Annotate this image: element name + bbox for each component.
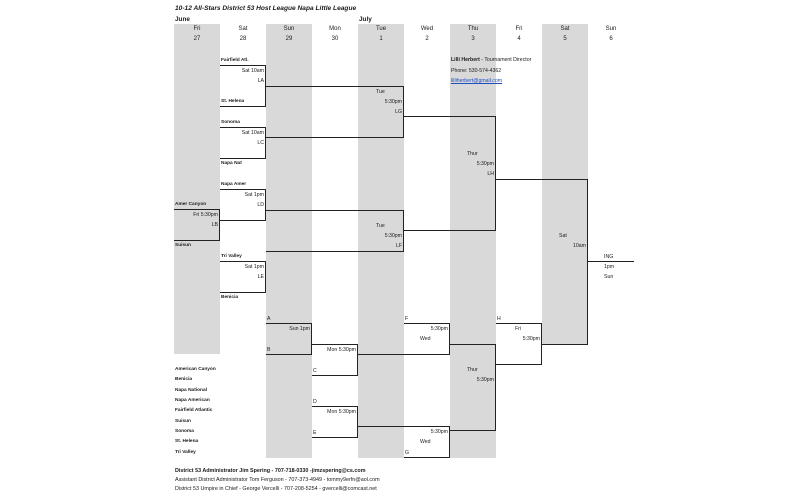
- day-header-dow: Mon: [329, 26, 341, 32]
- bracket-line: [220, 127, 266, 128]
- director-email-link[interactable]: lilliherbert@gmail.com: [451, 78, 503, 84]
- loser-slot-f: F: [405, 316, 409, 322]
- bracket-line: [266, 210, 404, 211]
- game-lb-code: LB: [211, 222, 218, 228]
- game-le-code: LE: [257, 274, 264, 280]
- game-ing-time: 1pm: [604, 264, 615, 270]
- loser-slot-c: C: [313, 368, 317, 374]
- game-lb-time: Fri 5:30pm: [193, 212, 218, 218]
- game-lh-code: LH: [487, 171, 494, 177]
- bracket-line: [266, 137, 404, 138]
- team-list-item: Benicia: [175, 377, 193, 382]
- bracket-line: [449, 323, 450, 355]
- game-ing-code: ING: [604, 254, 614, 260]
- bracket-line: [542, 344, 588, 345]
- bracket-line: [220, 189, 266, 190]
- day-header-date: 29: [285, 36, 293, 42]
- day-header-date: 30: [331, 36, 339, 42]
- bracket-line: [220, 106, 266, 107]
- bracket-line: [358, 426, 450, 427]
- team-benicia: Benicia: [221, 295, 239, 300]
- loser-slot-h: H: [497, 316, 501, 322]
- bracket-line: [220, 292, 266, 293]
- day-header-date: 4: [517, 36, 521, 42]
- loser-game-time: 5:30pm: [476, 377, 494, 383]
- bracket-line: [357, 344, 358, 376]
- loser-slot-a: A: [267, 316, 271, 322]
- bracket-line: [496, 179, 588, 180]
- day-header-date: 6: [609, 36, 613, 42]
- game-lc-time: Sat 10am: [241, 130, 264, 136]
- bracket-line: [450, 344, 496, 345]
- game-lg-code: LG: [395, 109, 402, 115]
- bracket-line: [403, 86, 404, 138]
- loser-game-time: Mon 5:30pm: [327, 409, 356, 415]
- footer-administrator: District 53 Administrator Jim Spering - 707-718-0330 -jimzspering@cs.com: [175, 468, 366, 474]
- bracket-line: [312, 375, 358, 376]
- bracket-line: [358, 354, 450, 355]
- day-header-dow: Wed: [420, 26, 434, 32]
- bracket-line: [404, 116, 496, 117]
- loser-game-time: Sun 1pm: [289, 326, 310, 332]
- day-header-date: 27: [193, 36, 201, 42]
- bracket-line: [404, 457, 450, 458]
- footer-assistant: Assistant District Administrator Tom Ferguson - 707-373-4949 - tommy9erfn@aol.com: [175, 477, 380, 483]
- bracket-line: [312, 406, 358, 407]
- game-ing-day: Sun: [604, 274, 614, 280]
- game-lf-code: LF: [395, 243, 402, 249]
- game-lh-time: 5:30pm: [476, 161, 494, 167]
- day-header-dow: Thu: [467, 26, 479, 32]
- team-st-helena: St. Helena: [221, 99, 245, 104]
- bracket-line: [219, 209, 220, 241]
- bracket-line: [220, 158, 266, 159]
- team-list-item: Suisun: [175, 419, 191, 424]
- bracket-line: [265, 127, 266, 159]
- game-lc-code: LC: [257, 140, 264, 146]
- team-napa-amer: Napa Amer: [221, 182, 247, 187]
- game-lf-day: Tue: [376, 223, 385, 229]
- loser-slot-d: D: [313, 399, 317, 405]
- game-le-time: Sat 1pm: [244, 264, 264, 270]
- team-fairfield: Fairfield Atl.: [221, 58, 249, 63]
- loser-game-time: 5:30pm: [430, 429, 448, 435]
- bracket-line: [495, 344, 496, 431]
- bracket-line: [220, 220, 266, 221]
- game-lf-time: 5:30pm: [384, 233, 402, 239]
- bracket-line: [220, 65, 266, 66]
- game-la-time: Sat 10am: [241, 68, 264, 74]
- director-name: Lilli Herbert: [451, 57, 480, 63]
- day-header-dow: Sat: [560, 26, 570, 32]
- loser-slot-b: B: [267, 347, 271, 353]
- page-title: 10-12 All-Stars District 53 Host League Napa Little League: [175, 5, 357, 12]
- loser-game-day: Wed: [420, 336, 431, 342]
- bracket-line: [220, 261, 266, 262]
- team-tri-valley: Tri Valley: [221, 254, 242, 259]
- bracket-line: [496, 323, 542, 324]
- loser-game-day: Wed: [420, 439, 431, 445]
- bracket-line: [404, 230, 496, 231]
- bracket-line: [495, 116, 496, 231]
- bracket-line: [357, 406, 358, 438]
- team-list-item: Napa American: [175, 398, 210, 403]
- game-final-time: 10am: [573, 243, 586, 249]
- bracket-line: [312, 437, 358, 438]
- day-header-date: 3: [471, 36, 475, 42]
- team-napa-nat: Napa Nat: [221, 161, 242, 166]
- bracket-line: [266, 251, 404, 252]
- bracket-line: [403, 210, 404, 252]
- team-list-item: Tri Valley: [175, 450, 196, 455]
- bracket-line: [174, 240, 220, 241]
- day-header-date: 2: [425, 36, 429, 42]
- team-list-item: Napa National: [175, 388, 207, 393]
- day-header-date: 5: [563, 36, 567, 42]
- game-lg-time: 5:30pm: [384, 99, 402, 105]
- month-june: June: [175, 16, 190, 23]
- loser-game-time: Mon 5:30pm: [327, 347, 356, 353]
- bracket-line: [404, 323, 450, 324]
- team-list-item: St. Helena: [175, 439, 199, 444]
- bracket-line: [174, 209, 220, 210]
- director-line: [451, 57, 531, 63]
- footer-umpire: District 53 Umpire in Chief - George Vercelli - 707-208-5254 - gvercelli@comcast.net: [175, 486, 377, 492]
- column-shade-sat: [542, 24, 588, 344]
- loser-game-day: Thur: [467, 367, 478, 373]
- team-amer-canyon: Amer Canyon: [175, 202, 207, 207]
- game-lh-day: Thur: [467, 151, 478, 157]
- loser-slot-e: E: [313, 430, 317, 436]
- team-list-item: American Canyon: [175, 367, 216, 372]
- loser-slot-g: G: [405, 450, 410, 456]
- game-ld-time: Sat 1pm: [244, 192, 264, 198]
- day-header-dow: Fri: [193, 26, 201, 32]
- bracket-line: [312, 344, 358, 345]
- day-header-dow: Sun: [605, 26, 617, 32]
- team-suisun: Suisun: [175, 243, 191, 248]
- bracket-line: [588, 261, 634, 262]
- loser-game-day: Fri: [515, 326, 522, 332]
- bracket-line: [496, 364, 542, 365]
- bracket-line: [266, 86, 404, 87]
- column-shade-thu: [450, 24, 496, 458]
- director-phone: Phone: 530-574-4362: [451, 68, 502, 74]
- game-la-code: LA: [257, 78, 264, 84]
- day-header-dow: Fri: [515, 26, 523, 32]
- loser-game-time: 5:30pm: [522, 336, 540, 342]
- day-header-dow: Sat: [238, 26, 248, 32]
- bracket-line: [266, 323, 312, 324]
- game-final-day: Sat: [559, 233, 567, 239]
- game-lg-day: Tue: [376, 89, 385, 95]
- bracket-line: [266, 354, 312, 355]
- team-sonoma: Sonoma: [221, 120, 240, 125]
- game-ld-code: LD: [257, 202, 264, 208]
- bracket-line: [265, 189, 266, 221]
- column-shade-fri: [174, 24, 220, 354]
- month-july: July: [359, 16, 372, 23]
- day-header-date: 1: [379, 36, 383, 42]
- team-list-item: Sonoma: [175, 429, 194, 434]
- director-role: - Tournament Director: [479, 57, 532, 63]
- bracket-line: [265, 261, 266, 293]
- day-header-dow: Sun: [283, 26, 295, 32]
- bracket-line: [587, 179, 588, 345]
- team-list-item: Fairfield Atlantic: [175, 408, 213, 413]
- loser-game-time: 5:30pm: [430, 326, 448, 332]
- day-header-dow: Tue: [375, 26, 387, 32]
- column-shade-sun: [266, 24, 312, 458]
- bracket-line: [450, 430, 496, 431]
- day-header-date: 28: [239, 36, 247, 42]
